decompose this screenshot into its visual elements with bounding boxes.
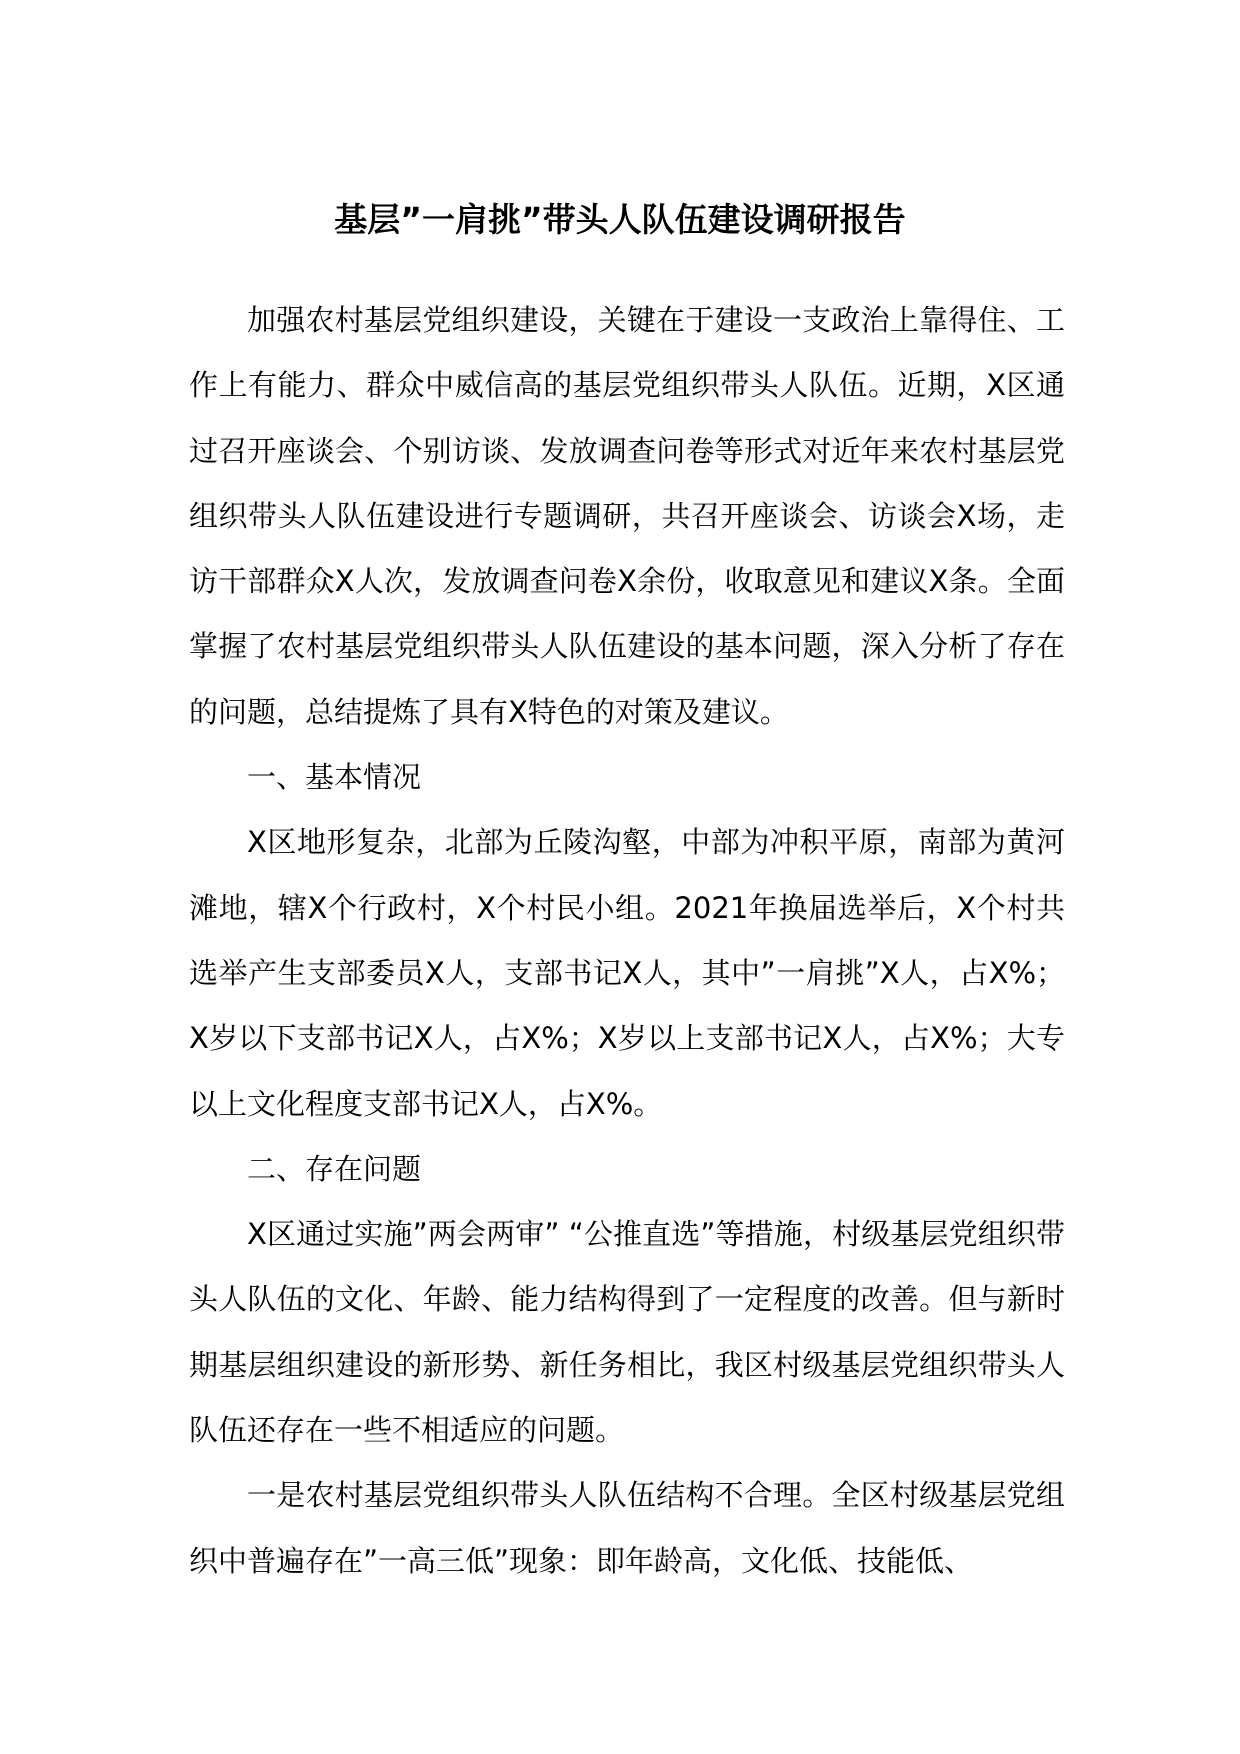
document-body: [189, 288, 1065, 1594]
paragraph-intro: 加强农村基层党组织建设，关键在于建设一支政治上靠得住、工作上有能力、群众中威信高的基层党组织带头人队伍。近期，X区通过召开座谈会、个别访谈、发放调查问卷等形式对近年来农村基层党组织带头人队伍建设进行专题调研，共召开座谈会、访谈会X场，走访干部群众X人次，发放调查问卷X余份，收取意见和建议X条。全面掌握了农村基层党组织带头人队伍建设的基本问题，深入分析了存在的问题，总结提炼了具有X特色的对策及建议。: [189, 303, 1065, 729]
paragraph-basic-situation: X区地形复杂，北部为丘陵沟壑，中部为冲积平原，南部为黄河滩地，辖X个行政村，X个村民小组。2021年换届选举后，X个村共选举产生支部委员X人，支部书记X人，其中”一肩挑”X人，占X%；X岁以下支部书记X人，占X%；X岁以上支部书记X人，占X%；大专以上文化程度支部书记X人，占X%。: [189, 825, 1065, 1121]
section-heading-existing-problems: 二、存在问题: [247, 1151, 422, 1186]
paragraph-problem-one: 一是农村基层党组织带头人队伍结构不合理。全区村级基层党组织中普遍存在”一高三低”现象：即年龄高，文化低、技能低、: [189, 1478, 1065, 1578]
paragraph-existing-problems: X区通过实施”两会两审” “公推直选”等措施，村级基层党组织带头人队伍的文化、年龄、能力结构得到了一定程度的改善。但与新时期基层组织建设的新形势、新任务相比，我区村级基层党组织带头人队伍还存在一些不相适应的问题。: [189, 1217, 1065, 1448]
section-heading-basic-situation: 一、基本情况: [247, 760, 422, 795]
document-title: 基层”一肩挑”带头人队伍建设调研报告: [334, 200, 906, 239]
